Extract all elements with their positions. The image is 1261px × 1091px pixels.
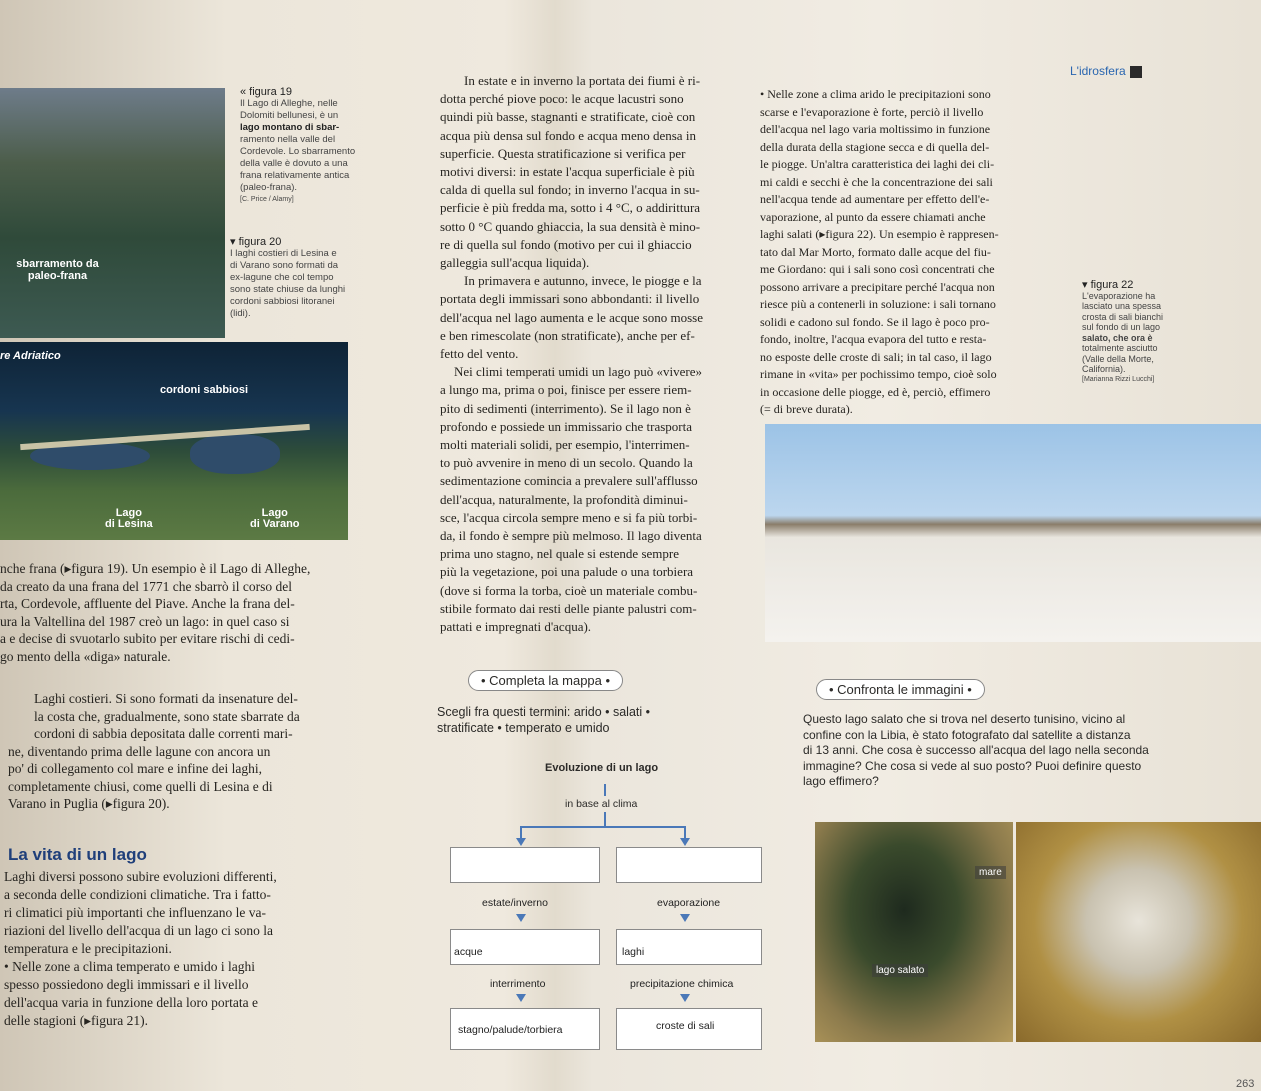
adriatico-label: re Adriatico xyxy=(0,350,61,362)
cordoni-label: cordoni sabbiosi xyxy=(160,384,249,396)
mappa-left-1: estate/inverno xyxy=(482,897,548,909)
mappa-instructions: Scegli fra questi termini: arido • salati • stratificate • temperato e umido xyxy=(437,705,651,735)
mappa-left-4: stagno/palude/torbiera xyxy=(458,1024,563,1036)
satellite-image-before xyxy=(815,822,1013,1042)
mare-tag: mare xyxy=(975,866,1006,879)
varano-label: Lago di Varano xyxy=(250,507,300,530)
satellite-image-after xyxy=(1016,822,1261,1042)
lesina-label: Lago di Lesina xyxy=(105,507,153,530)
mappa-right-4: croste di sali xyxy=(656,1020,715,1032)
mappa-left-3: interrimento xyxy=(490,978,546,990)
arrow-down-icon xyxy=(680,838,690,846)
varano-lake-shape xyxy=(190,434,280,474)
mappa-right-2: laghi xyxy=(622,946,645,958)
arrow-down-icon xyxy=(516,914,526,922)
death-valley-salt-flat-photo xyxy=(765,424,1261,642)
right-column-text: • Nelle zone a clima arido le precipitazioni sono scarse e l'evaporazione è forte, perciò il livello dell'acqua nel lago varia moltissimo in funzione della durata della stagione secca e di quella del- le piogge. Un'altra caratteristica dei laghi dei cli- mi caldi e secchi è che la concentrazione dei sali nell'acqua tende ad aumentare per effetto dell'e- vaporazione, al punto da essere chiamati anche laghi salati (▸figura 22). Un esempio è rappresen- tato dal Mar Morto, formato dalle acque del fiu- me Giordano: qui i sali sono così concentrati che possono arrivare a precipitare perché l'acqua non riesce più a contenerli in soluzione: i sali tornano solidi e cadono sul fondo. Se il lago è poco pro- fondo, inoltre, l'acqua evapora del tutto e resta- no esposte delle croste di sali; in tal caso, il lago rimane in «vita» per pochissimo tempo, cioè solo in occasione delle piogge, ed è, perciò, effimero (= di breve durata). xyxy=(760,87,999,416)
laghi-costieri-paragraph: Laghi costieri. Si sono formati da insenature del- la costa che, gradualmente, sono state sbarrate da cordoni di sabbia depositata dalle correnti mari- ne, diventando prima delle lagune con ancora un po' di collegamento col mare e infine dei laghi, completamente chiusi, come quelli di Lesina e di Varano in Puglia (▸figura 20). xyxy=(8,691,300,811)
arrow-down-icon xyxy=(680,994,690,1002)
mappa-connector xyxy=(520,826,522,838)
confronta-title: • Confronta le immagini • xyxy=(816,679,985,700)
sbarramento-label: sbarramento da paleo-frana xyxy=(16,258,99,282)
center-column-text: In estate e in inverno la portata dei fiumi è ri- dotta perché piove poco: le acque lacustri sono quindi più basse, stagnanti e stratificate, cioè con acqua più densa sul fondo e acqua meno densa in superficie. Questa stratificazione si verifica per motivi diversi: in estate l'acqua superficiale è più calda di quella sul fondo; in inverno l'acqua in su- perficie è più fredda ma, sotto i 4 °C, o addirittura sotto 0 °C quando ghiaccia, la sua densità è mino- re di quella sul fondo (motivo per cui il ghiaccio galleggia sull'acqua liquida). In primavera e autunno, invece, le piogge e la portata degli immissari sono abbondanti: il livello dell'acqua nel lago aumenta e le acque sono mosse e ben rimescolate (non stratificate), anche per ef- fetto del vento. Nei climi temperati umidi un lago può «vivere» a lungo ma, prima o poi, finisce per essere riem- pito di sedimenti (interrimento). Se il lago non è profondo e possiede un immissario che trasporta molti materiali solidi, per esempio, l'interrimen- to può avvenire in meno di un secolo. Quando la sedimentazione comincia a prevalere sull'afflusso dell'acqua, naturalmente, la profondità diminui- sce, l'acqua circola sempre meno e si fa più torbi- da, il fondo è sempre più melmoso. Il lago diventa prima uno stagno, nel quale si estende sempre più la vegetazione, poi una palude o una torbiera (dove si forma la torba, cioè un materiale combu- stibile formato dai resti delle piante palustri com- pattati e impregnati d'acqua). xyxy=(440,73,703,635)
mappa-connector xyxy=(684,826,686,838)
mappa-left-2: acque xyxy=(454,946,483,958)
figure-22-caption: ▾ figura 22 L'evaporazione ha lasciato una spessa crosta di sali bianchi sul fondo di un lago salato, che ora è totalmente asciutto (Valle della Morte, California). [Marianna Rizzi Lucchi] xyxy=(1082,279,1164,383)
mappa-sub-label: in base al clima xyxy=(565,798,638,810)
mappa-connector xyxy=(604,812,606,826)
page-number: 263 xyxy=(1236,1078,1255,1090)
mappa-root-node: Evoluzione di un lago xyxy=(545,762,659,774)
arrow-down-icon xyxy=(516,994,526,1002)
confronta-text: Questo lago salato che si trova nel deserto tunisino, vicino al confine con la Libia, è stato fotografato dal satellite a distanza di 13 anni. Che cosa è successo all'acqua del lago nella seconda immagine? Che cosa si vede al suo posto? Puoi definire questo lago effimero? xyxy=(803,712,1149,788)
section-header: L'idrosfera xyxy=(1070,64,1142,78)
figure-19-caption: « figura 19 Il Lago di Alleghe, nelle Dolomiti bellunesi, è un lago montano di sbar- ramento nella valle del Cordevole. Lo sbarramento della valle è dovuto a una frana relativamente antica (paleo-frana). [C. Price / Alamy] xyxy=(240,86,356,203)
alleghe-lake-photo xyxy=(0,88,225,338)
figure-20-caption: ▾ figura 20 I laghi costieri di Lesina e di Varano sono formati da ex-lagune che col tempo sono state chiuse da lunghi cordoni sabbiosi litoranei (lidi). xyxy=(230,236,346,319)
vita-lago-paragraph: Laghi diversi possono subire evoluzioni differenti, a seconda delle condizioni climatiche. Tra i fatto- ri climatici più importanti che influenzano le va- riazioni del livello dell'acqua di un lago ci sono la temperatura e le precipitazioni. • Nelle zone a clima temperato e umido i laghi spesso possiedono degli immissari e il livello dell'acqua varia in funzione della loro portata e delle stagioni (▸figura 21). xyxy=(4,869,277,1028)
lago-salato-tag: lago salato xyxy=(872,964,928,977)
arrow-down-icon xyxy=(516,838,526,846)
mappa-right-1: evaporazione xyxy=(657,897,721,909)
vita-lago-heading: La vita di un lago xyxy=(8,845,147,864)
mappa-blank-box-left[interactable] xyxy=(450,847,600,883)
mappa-right-3: precipitazione chimica xyxy=(630,978,734,990)
mappa-connector xyxy=(520,826,686,828)
left-column-top-text: nche frana (▸figura 19). Un esempio è il Lago di Alleghe, da creato da una frana del 1771 che sbarrò il corso del rta, Cordevole, affluente del Piave. Anche la frana del- ura la Valtellina del 1987 creò un lago: in quel caso si a e decise di svuotarlo subito per evitare rischi di cedi- go mento della «diga» naturale. xyxy=(0,561,311,664)
completa-mappa-title: • Completa la mappa • xyxy=(468,670,623,691)
mappa-blank-box-right[interactable] xyxy=(616,847,762,883)
arrow-down-icon xyxy=(680,914,690,922)
mappa-connector xyxy=(604,784,606,796)
header-square-icon xyxy=(1130,66,1142,78)
